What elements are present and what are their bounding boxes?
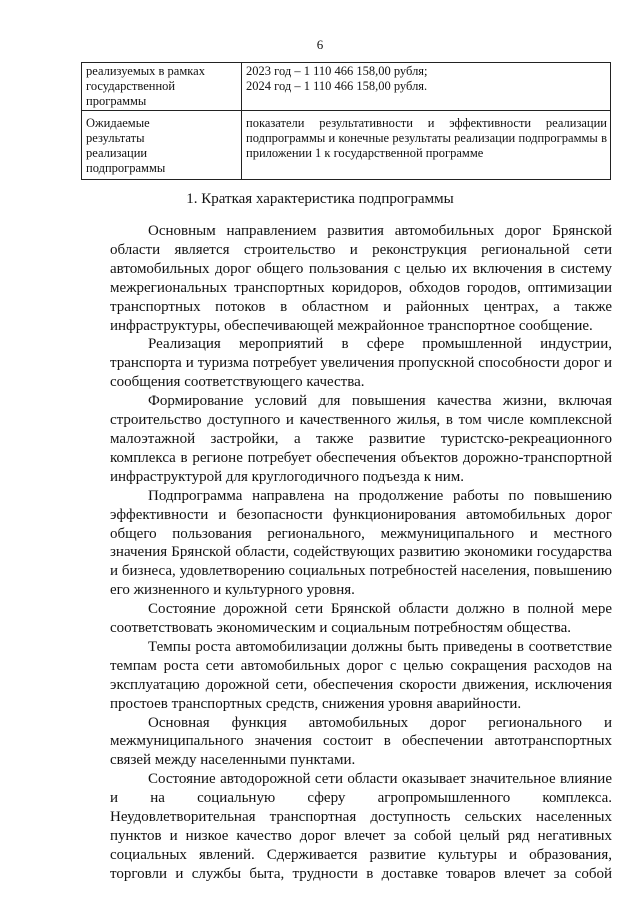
- paragraph: Состояние автодорожной сети области оказывает значительное влияние и на социальную сферу агропромышленного комплекса. Неудовлетворительная транспортная доступность сельских населенных пунктов и низкое качество дорог влечет за собой целый ряд негативных социальных явлений. Сдерживается развитие культуры и образования, торговли и службы быта, трудности в доставке товаров влечет за собой: [110, 771, 612, 882]
- table-label-cell: [82, 63, 242, 111]
- paragraph: Реализация мероприятий в сфере промышленной индустрии, транспорта и туризма потребует увеличения пропускной способности дорог и сообщения соответствующего качества.: [110, 336, 612, 391]
- expected-results-text: показатели результативности и эффективности реализации подпрограммы и конечные результаты реализации подпрограммы в приложении 1 к государственной программе: [246, 116, 607, 160]
- table-row: [82, 63, 611, 111]
- page-number: 6: [316, 37, 324, 52]
- table-value-cell: [242, 63, 611, 111]
- paragraph: Подпрограмма направлена на продолжение работы по повышению эффективности и безопасности функционирования автомобильных дорог общего пользования регионального, межмуниципального и местного значения Брянской области, содействующих развитию экономики государства и бизнеса, удовлетворению социальных потребностей населения, повышению его жизненного и культурного уровня.: [110, 487, 612, 599]
- funding-2024-line: 2024 год – 1 110 466 158,00 рубля.: [246, 79, 428, 93]
- section-title: 1. Краткая характеристика подпрограммы: [186, 191, 454, 207]
- table-label-line: подпрограммы: [86, 161, 166, 175]
- paragraph: Основная функция автомобильных дорог регионального и межмуниципального значения состоит в обеспечении автотранспортных связей между населенными пунктами.: [110, 714, 612, 769]
- paragraph: Основным направлением развития автомобильных дорог Брянской области является строительство и реконструкция региональной сети автомобильных дорог общего пользования с целью их включения в систему межрегиональных транспортных коридоров, обходов городов, оптимизации транспортных потоков в областном и районных центрах, а также инфраструктуры, обеспечивающей межрайонное транспортное сообщение.: [110, 223, 612, 334]
- table-label-line: реализуемых в рамках: [86, 64, 205, 78]
- table-row: [82, 111, 611, 180]
- table-value-cell: [242, 111, 611, 180]
- paragraph: Темпы роста автомобилизации должны быть приведены в соответствие темпам роста сети автомобильных дорог с целью сокращения расходов на эксплуатацию дорожной сети, обеспечения скорости движения, исключения простоев транспортных средств, снижения уровня аварийности.: [110, 638, 612, 712]
- paragraph: Формирование условий для повышения качества жизни, включая строительство доступного и качественного жилья, в том числе комплексной малоэтажной застройки, а также развитие туристско-рекреационного комплекса в регионе потребует обеспечения объектов дорожно-транспортной инфраструктурой для круглогодичного подъезда к ним.: [110, 393, 612, 485]
- table-label-line: государственной: [86, 79, 176, 93]
- funding-2023-line: 2023 год – 1 110 466 158,00 рубля;: [246, 64, 428, 78]
- table-label-cell: [82, 111, 242, 180]
- table-label-line: программы: [86, 94, 147, 108]
- subprogram-passport-table: [81, 62, 611, 180]
- body-text: [110, 222, 612, 884]
- table-label-line: Ожидаемые: [86, 116, 150, 130]
- paragraph: Состояние дорожной сети Брянской области должно в полной мере соответствовать экономическим и социальным потребностям общества.: [110, 601, 612, 637]
- table-label-line: реализации: [86, 146, 148, 160]
- table-label-line: результаты: [86, 131, 145, 145]
